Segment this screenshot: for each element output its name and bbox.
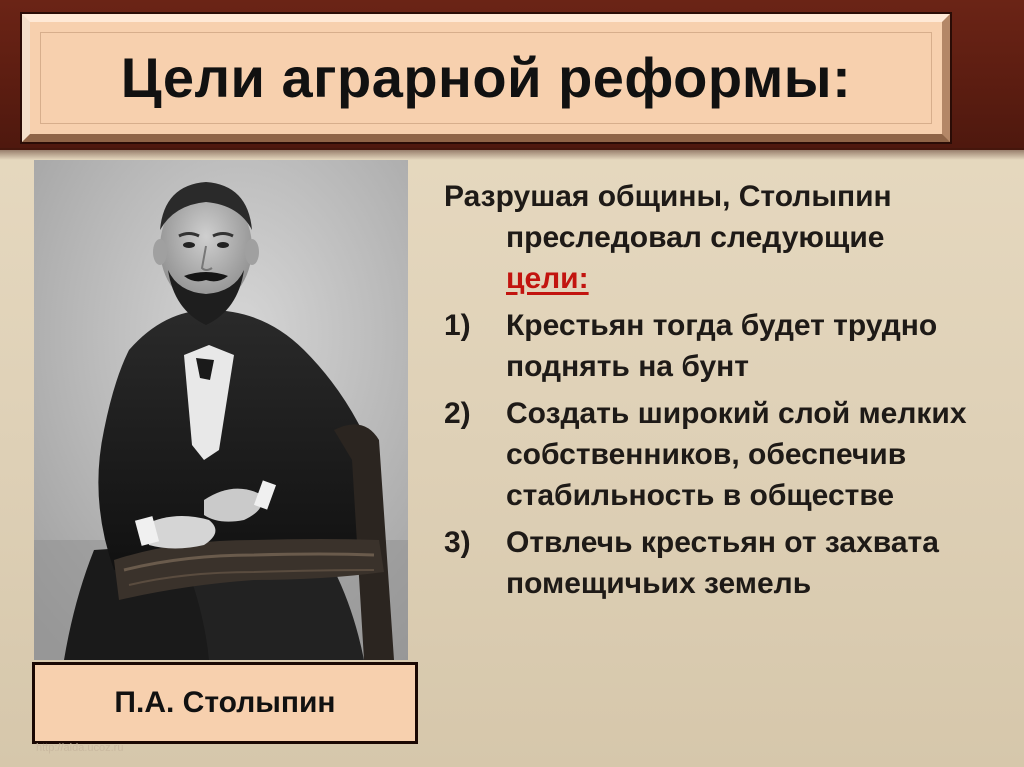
slide-title: Цели аграрной реформы: xyxy=(120,45,852,109)
goals-list xyxy=(444,305,1014,604)
goals-word: цели: xyxy=(506,262,589,295)
title-plaque xyxy=(22,14,950,142)
intro-line-1: Разрушая общины, Столыпин xyxy=(444,180,892,213)
intro-paragraph xyxy=(444,176,1014,299)
list-item-text: Отвлечь крестьян от захвата помещичьих земель xyxy=(506,526,939,600)
portrait-caption: П.А. Столыпин xyxy=(114,686,336,719)
list-item xyxy=(444,305,1014,387)
list-item xyxy=(444,522,1014,604)
portrait-illustration xyxy=(34,160,408,660)
list-item-text: Создать широкий слой мелких собственников, обеспечив стабильность в обществе xyxy=(506,397,967,512)
intro-line-2: преследовал следующие xyxy=(506,221,885,254)
list-item-number: 2) xyxy=(444,397,471,430)
portrait-caption-plaque xyxy=(32,662,418,744)
list-item-number: 1) xyxy=(444,309,471,342)
portrait-photo xyxy=(34,160,408,660)
slide-body xyxy=(444,176,1014,604)
list-item xyxy=(444,393,1014,516)
watermark: http://aida.ucoz.ru xyxy=(36,742,124,754)
list-item-number: 3) xyxy=(444,526,471,559)
list-item-text: Крестьян тогда будет трудно поднять на бунт xyxy=(506,309,938,383)
